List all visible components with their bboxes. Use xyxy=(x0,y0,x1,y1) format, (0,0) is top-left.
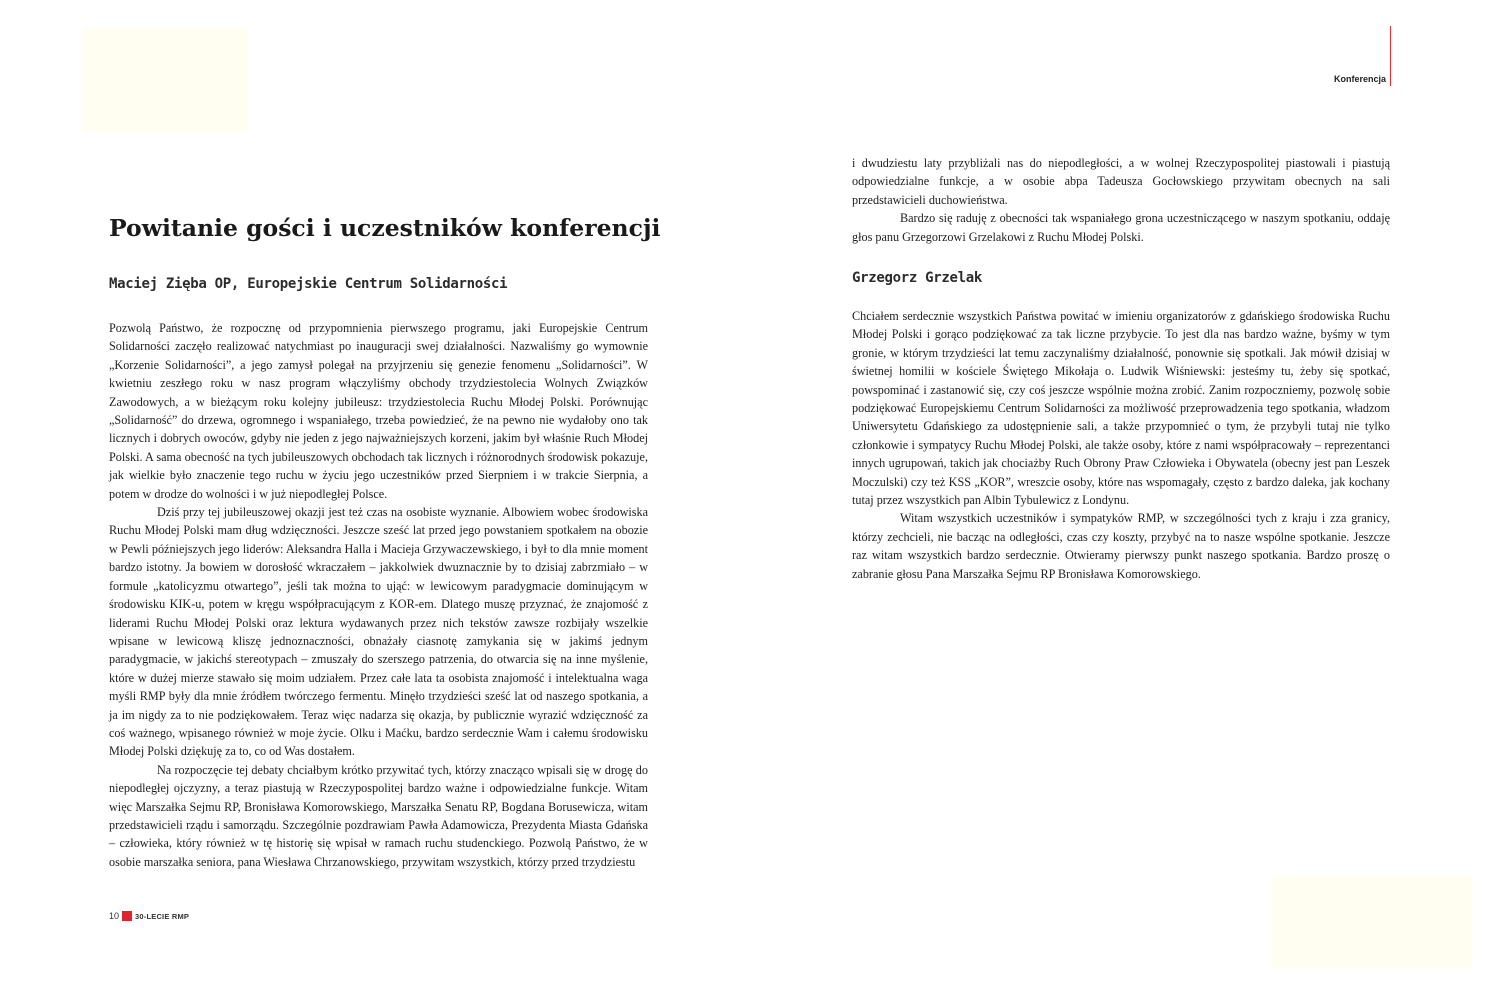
red-square-icon xyxy=(122,911,132,921)
paragraph: i dwudziestu laty przybliżali nas do niepodległości, a w wolnej Rzeczypospolitej piastowali i piastują odpowiedzialne funkcje, a w osobie abpa Tadeusza Gocłowskiego przywitam obecnych na sali przedstawicieli duchowieństwa. xyxy=(852,156,1390,207)
paragraph: Pozwolą Państwo, że rozpocznę od przypomnienia pierwszego programu, jaki Europejskie Centrum Solidarności zaczęło realizować natychmiast po inauguracji swej działalności. Nazwaliśmy go wymownie „Korzenie Solidarności”, a jego zamysł polegał na przyjrzeniu się genezie fenomenu „Solidarności”. W kwietniu zeszłego roku w nasz program włączyliśmy obchody trzydziestolecia Wolnych Związków Zawodowych, a w bieżącym roku kolejny jubileusz: trzydziestolecia Ruchu Młodej Polski. Porównując „Solidarność” do drzewa, ogromnego i wspaniałego, trzeba powiedzieć, że na pewno nie wydałoby ono tak licznych i dobrych owoców, gdyby nie jeden z jego najważniejszych korzeni, jakim był właśnie Ruch Młodej Polski. A sama obecność na tych jubileuszowych obchodach tak licznych i różnorodnych środowisk pokazuje, jak wielkie było znaczenie tego ruchu w życiu jego uczestników przed Sierpniem i w trakcie Sierpnia, a potem w drodze do wolności i w już niepodległej Polsce. xyxy=(109,321,648,501)
right-column-continuation xyxy=(852,154,1390,246)
paragraph: Na rozpoczęcie tej debaty chciałbym krótko przywitać tych, którzy znacząco wpisali się w drogę do niepodległej ojczyzny, a teraz piastują w Rzeczypospolitej bardzo ważne i odpowiedzialne funkcje. Witam więc Marszałka Sejmu RP, Bronisława Komorowskiego, Marszałka Senatu RP, Bogdana Borusewicza, witam przedstawicieli rządu i samorządu. Szczególnie pozdrawiam Pawła Adamowicza, Prezydenta Miasta Gdańska – człowieka, który również w tę historię się wpisał w ramach ruchu studenckiego. Pozwolą Państwo, że w osobie marszałka seniora, pana Wiesława Chrzanowskiego, przywitam wszystkich, którzy przed trzydziestu xyxy=(109,762,648,869)
page-tint-bottom-right xyxy=(1272,876,1472,968)
article-title: Powitanie gości i uczestników konferencji xyxy=(109,214,661,242)
paragraph: Witam wszystkich uczestników i sympatyków RMP, w szczególności tych z kraju i zza granicy, którzy zechcieli, nie bacząc na odległości, czas czy koszty, przybyć na to nasze wspólne spotkanie. Jeszcze raz witam wszystkich bardzo serdecznie. Otwieramy pierwszy punkt naszego spotkania. Bardzo proszę o zabranie głosu Pana Marszałka Sejmu RP Bronisława Komorowskiego. xyxy=(852,511,1390,581)
paragraph: Dziś przy tej jubileuszowej okazji jest też czas na osobiste wyznanie. Albowiem wobec środowiska Ruchu Młodej Polski mam dług wdzięczności. Jeszcze sześć lat przed jego powstaniem spotkałem na obozie w Pewli późniejszych jego liderów: Aleksandra Halla i Macieja Grzywaczewskiego, i był to dla mnie moment bardzo istotny. Ja bowiem w dorosłość wkraczałem – jakkolwiek dwuznacznie by to dzisiaj zabrzmiało – w formule „katolicyzmu otwartego”, jeśli tak można to ująć: w lewicowym paradygmacie dominującym w środowisku KIK-u, potem w kręgu współpracującym z KOR-em. Dlatego muszę przyznać, że znajomość z liderami Ruchu Młodej Polski oraz lektura wydawanych przez nich tekstów zawsze rozbijały wszelkie wpisane w lewicową kliszę jednoznaczności, obnażały ciasnotę zamykania się w jakimś jednym paradygmacie, w jakichś stereotypach – zmuszały do szerszego patrzenia, do otwarcia się na inne myślenie, które w dużej mierze stawało się moim udziałem. Przez całe lata ta osobista znajomość i intelektualna waga myśli RMP były dla mnie źródłem twórczego fermentu. Minęło trzydzieści sześć lat od naszego spotkania, a ja im nigdy za to nie podziękowałem. Teraz więc nadarza się okazja, by publicznie wyrazić wdzięczność za coś ważnego, wpisanego również w moje życie. Olku i Maćku, bardzo serdecznie Wam i całemu środowisku Młodej Polski dziękuję za to, co od Was dostałem. xyxy=(109,505,648,759)
page-tint-top-left xyxy=(82,28,248,132)
publication-name: 30-LECIE RMP xyxy=(135,911,190,921)
left-column xyxy=(109,319,648,871)
page-number: 10 xyxy=(109,911,120,921)
speaker-name-1: Maciej Zięba OP, Europejskie Centrum Solidarności xyxy=(109,276,508,292)
right-column xyxy=(852,307,1390,583)
paragraph: Bardzo się raduję z obecności tak wspaniałego grona uczestniczącego w naszym spotkaniu, oddaję głos panu Grzegorzowi Grzelakowi z Ruchu Młodej Polski. xyxy=(852,211,1390,244)
page-footer xyxy=(109,911,189,921)
section-rule xyxy=(1390,26,1391,86)
paragraph: Chciałem serdecznie wszystkich Państwa powitać w imieniu organizatorów z gdańskiego środowiska Ruchu Młodej Polski i gorąco podziękować za tak liczne przybycie. To jest dla nas bardzo ważne, byśmy w tym gronie, w którym trzydzieści lat temu zaczynaliśmy działalność, ponownie się spotkali. Jak mówił dzisiaj w świetnej homilii w kościele Świętego Mikołaja o. Ludwik Wiśniewski: jesteśmy tu, żeby się spotkać, powspominać i zastanowić się, czy coś jeszcze wspólnie można zrobić. Zanim rozpoczniemy, pozwolę sobie podziękować Europejskiemu Centrum Solidarności za możliwość przeprowadzenia tego spotkania, władzom Uniwersytetu Gdańskiego za udostępnienie sali, a także przypomnieć o tym, że przybyli tutaj nie tylko członkowie i sympatycy Ruchu Młodej Polski, ale także osoby, które z nami współpracowały – reprezentanci innych ugrupowań, takich jak chociażby Ruch Obrony Praw Człowieka i Obywatela (obecny jest pan Leszek Moczulski) czy też KSS „KOR”, wreszcie osoby, które nas wspomagały, często z bardzo daleka, jak kochany tutaj przez wszystkich pan Albin Tybulewicz z Londynu. xyxy=(852,309,1390,508)
speaker-name-2: Grzegorz Grzelak xyxy=(852,270,983,286)
section-label: Konferencja xyxy=(1333,74,1386,84)
